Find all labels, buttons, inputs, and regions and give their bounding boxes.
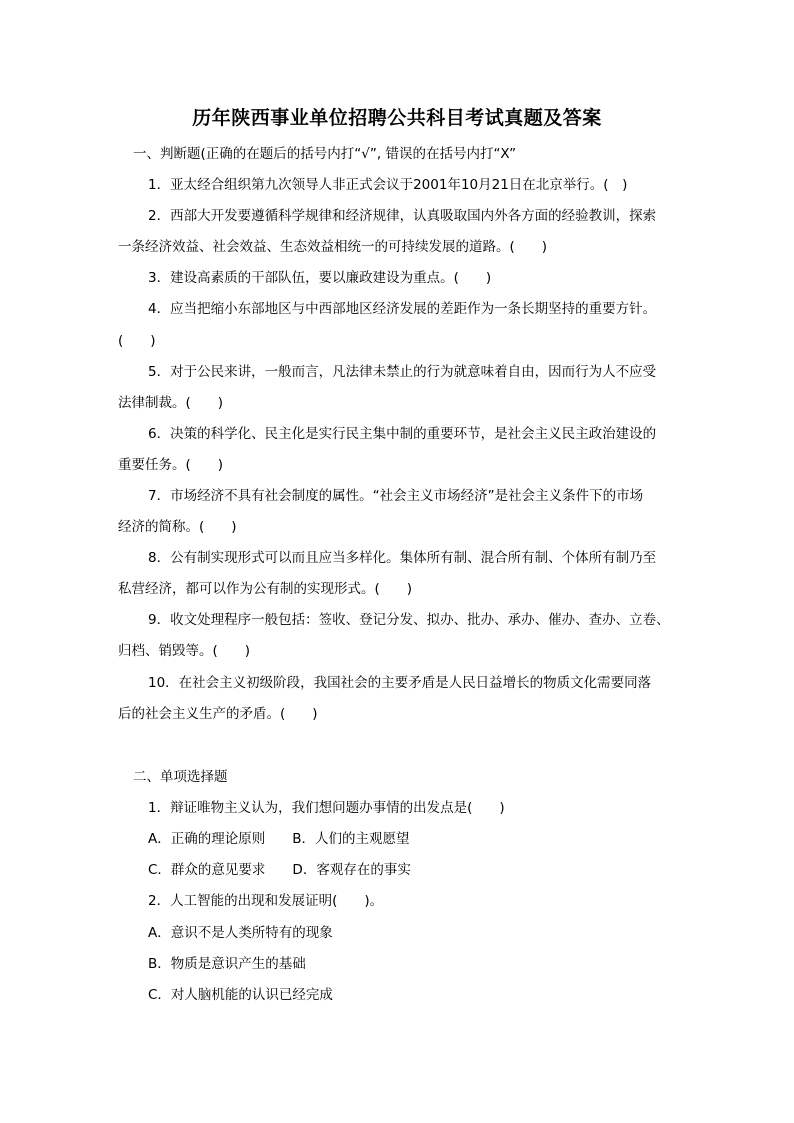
question-5-line-1: 5．对于公民来讲，一般而言，凡法律未禁止的行为就意味着自由，因而行为人不应受 <box>148 364 657 380</box>
question-7-line-2: 经济的简称。( ) <box>118 519 237 535</box>
question-2-line-2: 一条经济效益、社会效益、生态效益相统一的可持续发展的道路。( ) <box>118 239 548 255</box>
question-6-line-2: 重要任务。( ) <box>118 457 224 473</box>
mc-question-2: 2．人工智能的出现和发展证明( )。 <box>148 893 384 909</box>
question-8-line-1: 8．公有制实现形式可以而且应当多样化。集体所有制、混合所有制、个体所有制乃至 <box>148 550 657 566</box>
question-10-line-1: 10．在社会主义初级阶段，我国社会的主要矛盾是人民日益增长的物质文化需要同落 <box>148 675 652 691</box>
section-2-heading: 二、单项选择题 <box>133 769 228 785</box>
question-7-line-1: 7．市场经济不具有社会制度的属性。“社会主义市场经济”是社会主义条件下的市场 <box>148 488 644 504</box>
document-title: 历年陕西事业单位招聘公共科目考试真题及答案 <box>192 107 602 129</box>
mc-question-1-options-cd: C．群众的意见要求 D．客观存在的事实 <box>148 862 411 878</box>
question-6-line-1: 6．决策的科学化、民主化是实行民主集中制的重要环节，是社会主义民主政治建设的 <box>148 426 657 442</box>
mc-question-1: 1．辩证唯物主义认为，我们想问题办事情的出发点是( ) <box>148 800 505 816</box>
mc-question-1-options-ab: A．正确的理论原则 B．人们的主观愿望 <box>148 831 410 847</box>
question-9-line-2: 归档、销毁等。( ) <box>118 643 251 659</box>
mc-question-2-option-a: A．意识不是人类所特有的现象 <box>148 925 333 941</box>
section-1-heading: 一、判断题(正确的在题后的括号内打“√”, 错误的在括号内打“X” <box>133 146 517 162</box>
question-9-line-1: 9．收文处理程序一般包括：签收、登记分发、拟办、批办、承办、催办、查办、立卷、 <box>148 612 670 628</box>
mc-question-2-option-c: C．对人脑机能的认识已经完成 <box>148 987 333 1003</box>
question-5-line-2: 法律制裁。( ) <box>118 395 224 411</box>
question-4-line-2: ( ) <box>118 333 156 349</box>
question-1: 1．亚太经合组织第九次领导人非正式会议于2001年10月21日在北京举行。( ) <box>148 177 628 193</box>
question-3: 3．建设高素质的干部队伍，要以廉政建设为重点。( ) <box>148 270 492 286</box>
question-4-line-1: 4．应当把缩小东部地区与中西部地区经济发展的差距作为一条长期坚持的重要方针。 <box>148 301 657 317</box>
mc-question-2-option-b: B．物质是意识产生的基础 <box>148 956 306 972</box>
question-10-line-2: 后的社会主义生产的矛盾。( ) <box>118 706 318 722</box>
question-8-line-2: 私营经济，都可以作为公有制的实现形式。( ) <box>118 581 413 597</box>
question-2-line-1: 2．西部大开发要遵循科学规律和经济规律，认真吸取国内外各方面的经验教训，探索 <box>148 208 657 224</box>
